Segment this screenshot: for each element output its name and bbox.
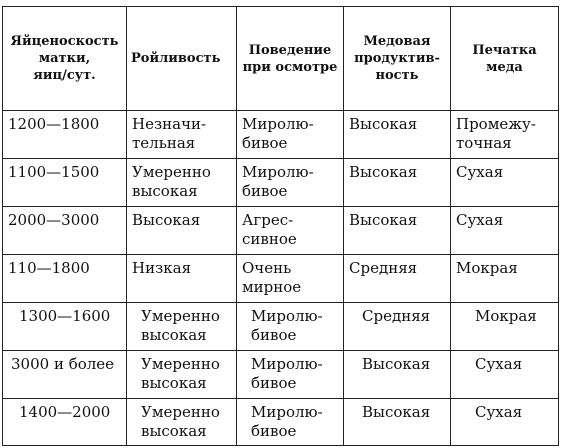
cell-egg-laying: 1200—1800 xyxy=(3,111,127,159)
cell-honey-capping: Сухая xyxy=(451,351,559,399)
cell-behavior: Миролю- бивое xyxy=(237,351,344,399)
table-row xyxy=(3,303,559,351)
cell-egg-laying: 2000—3000 xyxy=(3,207,127,255)
cell-egg-laying: 110—1800 xyxy=(3,255,127,303)
cell-egg-laying: 1300—1600 xyxy=(3,303,127,351)
cell-behavior: Миролю- бивое xyxy=(237,399,344,446)
cell-swarming: Незначи- тельная xyxy=(127,111,237,159)
cell-honey-productivity: Высокая xyxy=(344,111,451,159)
cell-behavior: Миролю- бивое xyxy=(237,111,344,159)
table-row xyxy=(3,159,559,207)
cell-behavior: Миролю- бивое xyxy=(237,303,344,351)
table-row xyxy=(3,351,559,399)
table-row xyxy=(3,207,559,255)
cell-honey-productivity: Высокая xyxy=(344,399,451,446)
cell-egg-laying: 3000 и более xyxy=(3,351,127,399)
cell-honey-productivity: Высокая xyxy=(344,207,451,255)
header-egg-laying: Яйценоскость матки, яиц/сут. xyxy=(3,7,127,111)
cell-honey-capping: Промежу- точная xyxy=(451,111,559,159)
cell-swarming: Умеренно высокая xyxy=(127,351,237,399)
cell-honey-capping: Сухая xyxy=(451,159,559,207)
cell-swarming: Низкая xyxy=(127,255,237,303)
bee-breeds-table xyxy=(2,6,559,446)
table-row xyxy=(3,111,559,159)
cell-honey-capping: Мокрая xyxy=(451,303,559,351)
cell-behavior: Миролю- бивое xyxy=(237,159,344,207)
table-body xyxy=(3,111,559,446)
cell-honey-capping: Мокрая xyxy=(451,255,559,303)
header-swarming: Ройливость xyxy=(127,7,237,111)
cell-honey-productivity: Средняя xyxy=(344,255,451,303)
cell-egg-laying: 1400—2000 xyxy=(3,399,127,446)
cell-swarming: Высокая xyxy=(127,207,237,255)
table-row xyxy=(3,399,559,446)
header-honey-productivity: Медовая продуктив- ность xyxy=(344,7,451,111)
cell-swarming: Умеренно высокая xyxy=(127,399,237,446)
cell-honey-capping: Сухая xyxy=(451,207,559,255)
header-honey-capping: Печатка меда xyxy=(451,7,559,111)
cell-behavior: Агрес- сивное xyxy=(237,207,344,255)
cell-swarming: Умеренно высокая xyxy=(127,303,237,351)
cell-swarming: Умеренно высокая xyxy=(127,159,237,207)
cell-honey-capping: Сухая xyxy=(451,399,559,446)
cell-behavior: Очень мирное xyxy=(237,255,344,303)
cell-egg-laying: 1100—1500 xyxy=(3,159,127,207)
cell-honey-productivity: Средняя xyxy=(344,303,451,351)
header-row xyxy=(3,7,559,111)
header-behavior: Поведение при осмотре xyxy=(237,7,344,111)
cell-honey-productivity: Высокая xyxy=(344,159,451,207)
table-header xyxy=(3,7,559,111)
cell-honey-productivity: Высокая xyxy=(344,351,451,399)
table-row xyxy=(3,255,559,303)
